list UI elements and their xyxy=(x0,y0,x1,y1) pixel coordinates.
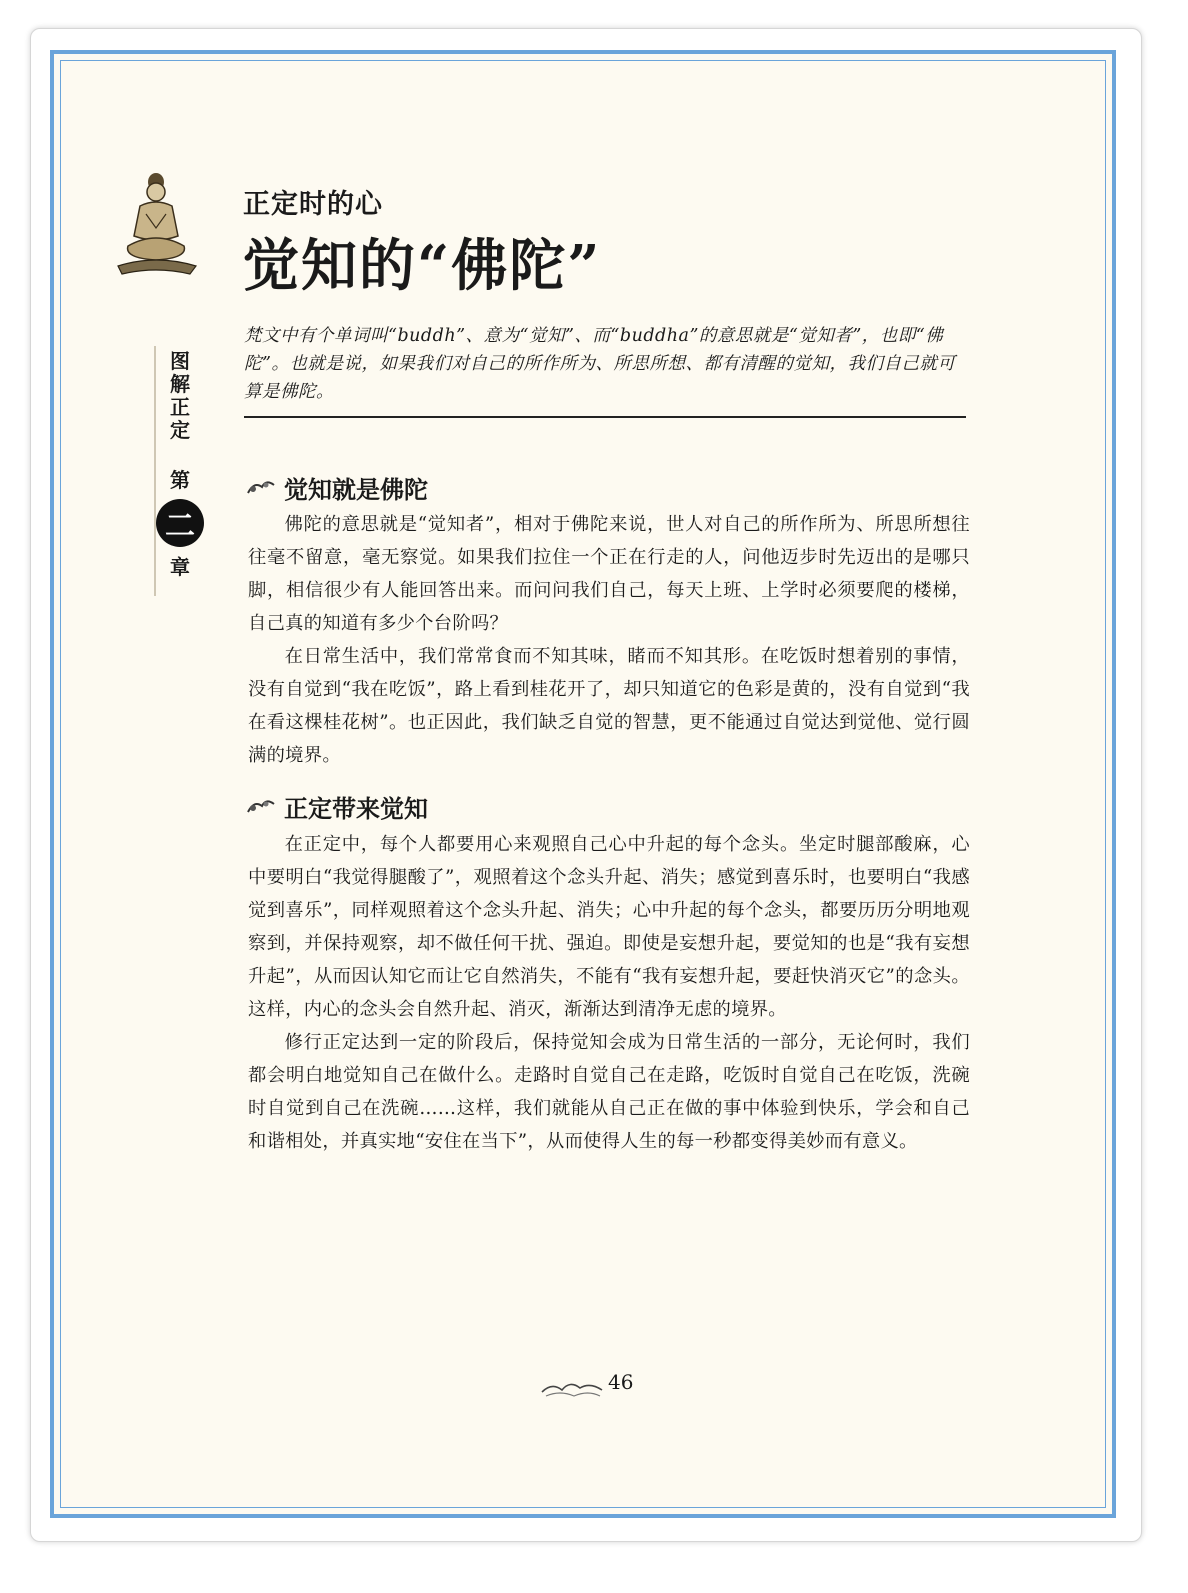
side-tab-di: 第 xyxy=(170,468,190,492)
lotus-cloud-icon xyxy=(244,794,280,820)
page-title: 觉知的“佛陀” xyxy=(243,233,602,299)
side-tab-rule xyxy=(154,346,156,596)
section-1-paragraph-2: 在日常生活中，我们常常食而不知其味，睹而不知其形。在吃饭时想着别的事情，没有自觉到“我在吃饭”，路上看到桂花开了，却只知道它的色彩是黄的，没有自觉到“我在看这棵桂花树”。也正因此，我们缺乏自觉的智慧，更不能通过自觉达到觉他、觉行圆满的境界。 xyxy=(248,646,970,766)
section-2-paragraph-2: 修行正定达到一定的阶段后，保持觉知会成为日常生活的一部分，无论何时，我们都会明白地觉知自己在做什么。走路时自觉自己在走路，吃饭时自觉自己在吃饭，洗碗时自觉到自己在洗碗……这样，我们就能从自己正在做的事中体验到快乐，学会和自己和谐相处，并真实地“安住在当下”，从而使得人生的每一秒都变得美妙而有意义。 xyxy=(248,1032,970,1152)
lotus-cloud-icon xyxy=(244,475,280,501)
section-2-body xyxy=(248,828,970,1158)
section-heading-2-text: 正定带来觉知 xyxy=(284,794,428,823)
page-footer xyxy=(540,1370,634,1400)
chapter-subtitle: 正定时的心 xyxy=(243,189,383,220)
chapter-number-badge: 二 xyxy=(156,499,204,547)
buddha-figure-icon xyxy=(110,170,202,280)
intro-paragraph: 梵文中有个单词叫“buddh”、意为“觉知”、而“buddha”的意思就是“觉知者”，也即“佛陀”。也就是说，如果我们对自己的所作所为、所思所想、都有清醒的觉知，我们自己就可算是佛陀。 xyxy=(244,326,956,402)
side-tab-zhang: 章 xyxy=(170,555,190,579)
section-heading-1 xyxy=(244,470,428,505)
cloud-ornament-icon xyxy=(540,1376,606,1400)
section-1-paragraph-1: 佛陀的意思就是“觉知者”，相对于佛陀来说，世人对自己的所作所为、所思所想往往毫不留意，毫无察觉。如果我们拉住一个正在行走的人，问他迈步时先迈出的是哪只脚，相信很少有人能回答出来。而问问我们自己，每天上班、上学时必须要爬的楼梯，自己真的知道有多少个台阶吗？ xyxy=(248,514,970,634)
section-2-paragraph-1: 在正定中，每个人都要用心来观照自己心中升起的每个念头。坐定时腿部酸麻，心中要明白“我觉得腿酸了”，观照着这个念头升起、消失；感觉到喜乐时，也要明白“我感觉到喜乐”，同样观照着这个念头升起、消失；心中升起的每个念头，都要历历分明地观察到，并保持观察，却不做任何干扰、强迫。即使是妄想升起，要觉知的也是“我有妄想升起”，从而因认知它而让它自然消失，不能有“我有妄想升起，要赶快消灭它”的念头。这样，内心的念头会自然升起、消灭，渐渐达到清净无虑的境界。 xyxy=(248,834,970,1020)
section-heading-2 xyxy=(244,789,428,824)
page-number: 46 xyxy=(608,1370,634,1394)
section-heading-1-text: 觉知就是佛陀 xyxy=(284,475,428,504)
side-tab-book-title: 图解正定 xyxy=(170,349,190,442)
section-1-body xyxy=(248,508,970,772)
chapter-side-tab xyxy=(140,340,196,606)
intro-divider xyxy=(244,416,966,418)
